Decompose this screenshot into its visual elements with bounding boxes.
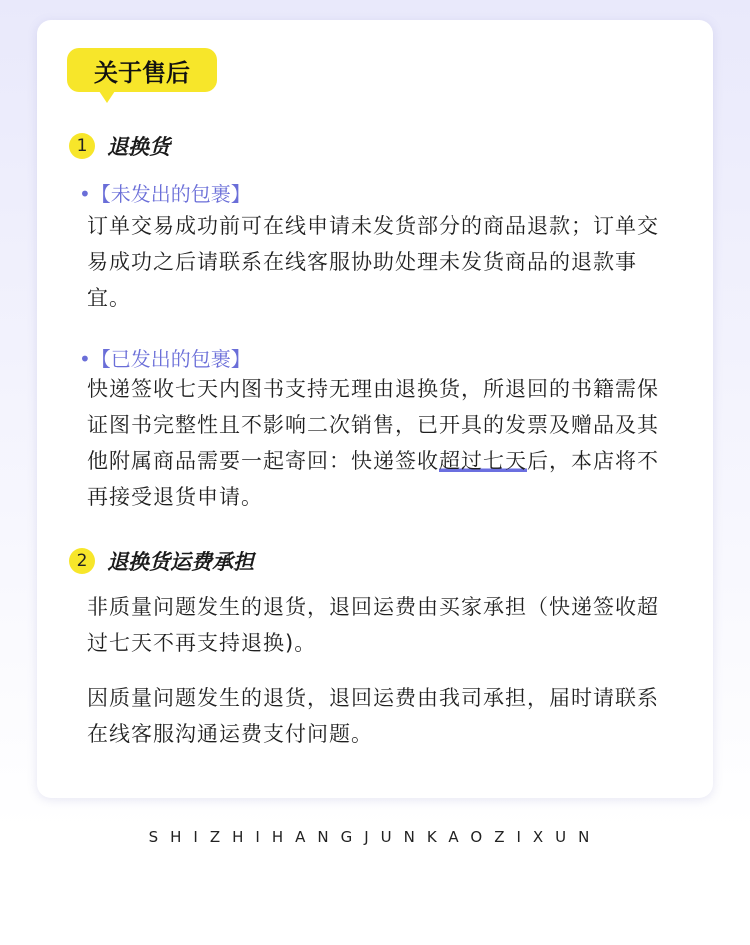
section-2-header xyxy=(69,546,254,576)
section-tag: 关于售后 xyxy=(67,48,217,92)
section-title-return: 退换货 xyxy=(107,135,170,159)
tag-pointer xyxy=(99,91,115,103)
subheading-unshipped: •【未发出的包裹】 xyxy=(79,182,251,206)
paragraph-shipped xyxy=(87,371,677,515)
highlighted-seven-days: 超过七天 xyxy=(439,449,527,473)
after-sales-card xyxy=(37,20,713,798)
footer-brand-text: SHIZHIHANGJUNKAOZIXUN xyxy=(148,828,602,846)
shipped-text-before: 快递签收七天内图书支持无理由退换货，所退回的书籍需保证图书完整性且不影响二次销售，已开具的发票及赠品及其他附属商品需要一起寄回：快递签收 xyxy=(87,377,659,473)
paragraph-unshipped: 订单交易成功前可在线申请未发货部分的商品退款；订单交易成功之后请联系在线客服协助处理未发货商品的退款事宜。 xyxy=(87,214,659,310)
paragraph-non-quality: 非质量问题发生的退货，退回运费由买家承担（快递签收超过七天不再支持退换)。 xyxy=(87,595,659,655)
section-title-shipping-fee: 退换货运费承担 xyxy=(107,550,254,574)
section-number-2: 2 xyxy=(69,548,95,574)
subheading-shipped: •【已发出的包裹】 xyxy=(79,347,251,371)
section-1-header xyxy=(69,131,170,161)
section-number-1: 1 xyxy=(69,133,95,159)
shipped-text-after: 后，本店将不再接受退货申请。 xyxy=(87,449,659,509)
paragraph-quality: 因质量问题发生的退货，退回运费由我司承担，届时请联系在线客服沟通运费支付问题。 xyxy=(87,686,659,746)
